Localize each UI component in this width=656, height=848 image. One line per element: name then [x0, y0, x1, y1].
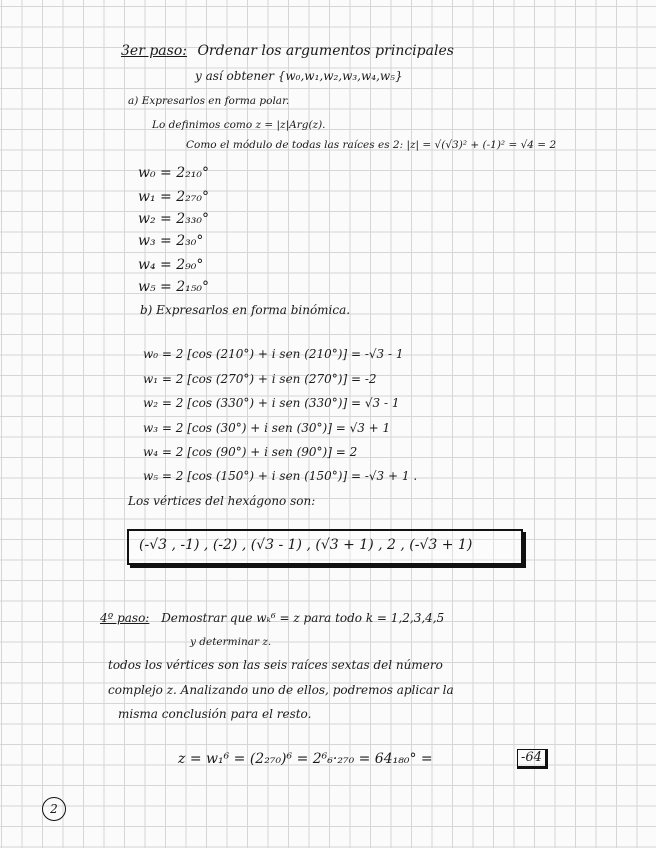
- step4-label: 4º paso:: [100, 611, 150, 625]
- page-number: 2: [42, 797, 66, 821]
- polar-w1: w₁ = 2₂₇₀°: [138, 189, 209, 205]
- step4-title: Demostrar que wₖ⁶ = z para todo k = 1,2,3,4,5: [161, 611, 445, 625]
- vertices-box: [127, 529, 523, 565]
- polar-w4: w₄ = 2₉₀°: [138, 257, 204, 273]
- polar-w3: w₃ = 2₃₀°: [138, 233, 204, 249]
- step3-label: 3er paso:: [121, 43, 187, 59]
- modulus-line: Como el módulo de todas las raíces es 2: |z| = √(√3)² + (-1)² = √4 = 2: [186, 139, 557, 151]
- polar-w2: w₂ = 2₃₃₀°: [138, 211, 209, 227]
- part-a-heading: a) Expresarlos en forma polar.: [128, 95, 290, 107]
- part-b-heading: b) Expresarlos en forma binómica.: [140, 303, 351, 317]
- binomial-w5: w₅ = 2 [cos (150°) + i sen (150°)] = -√3 + 1 .: [143, 469, 418, 483]
- vertices-list: (-√3 , -1) , (-2) , (√3 - 1) , (√3 + 1) , 2 , (-√3 + 1): [139, 537, 473, 553]
- binomial-w2: w₂ = 2 [cos (330°) + i sen (330°)] = √3 - 1: [143, 396, 400, 410]
- step3-heading: [121, 44, 454, 58]
- polar-w5: w₅ = 2₁₅₀°: [138, 279, 209, 295]
- binomial-w3: w₃ = 2 [cos (30°) + i sen (30°)] = √3 + 1: [143, 421, 391, 435]
- define-line: Lo definimos como z = |z|Arg(z).: [152, 119, 326, 131]
- step3-subtitle: y así obtener {w₀,w₁,w₂,w₃,w₄,w₅}: [195, 69, 403, 83]
- paragraph-line-3: misma conclusión para el resto.: [118, 707, 312, 721]
- polar-w0: w₀ = 2₂₁₀°: [138, 165, 209, 181]
- binomial-w1: w₁ = 2 [cos (270°) + i sen (270°)] = -2: [143, 372, 377, 386]
- binomial-w0: w₀ = 2 [cos (210°) + i sen (210°)] = -√3 - 1: [143, 347, 404, 361]
- vertices-label: Los vértices del hexágono son:: [128, 494, 316, 508]
- paragraph-line-1: todos los vértices son las seis raíces sextas del número: [108, 658, 443, 672]
- step4-subtitle: y determinar z.: [190, 636, 272, 648]
- paragraph-line-2: complejo z. Analizando uno de ellos, podremos aplicar la: [108, 683, 454, 697]
- step4-heading: [100, 612, 444, 624]
- result-box: -64: [517, 749, 548, 769]
- final-equation: z = w₁⁶ = (2₂₇₀)⁶ = 2⁶₆·₂₇₀ = 64₁₈₀° =: [178, 751, 433, 767]
- step3-title: Ordenar los argumentos principales: [197, 43, 454, 59]
- binomial-w4: w₄ = 2 [cos (90°) + i sen (90°)] = 2: [143, 445, 358, 459]
